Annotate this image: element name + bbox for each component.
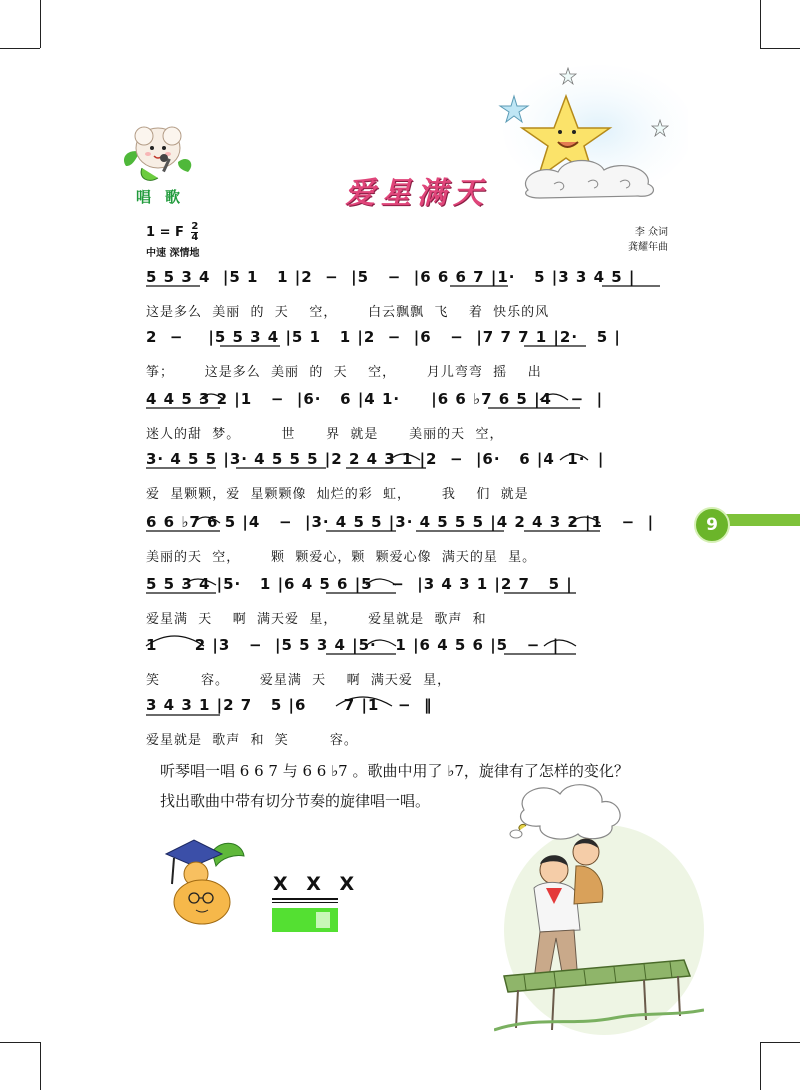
lyric-line: 爱星满 天 啊 满天爱 星， 爱星就是 歌声 和 [146,612,487,627]
composer: 龚耀年曲 [628,242,668,253]
lyric-line: 这是多么 美丽 的 天 空， 白云飘飘 飞 着 快乐的风 [146,305,550,320]
crop-mark [0,1042,40,1043]
lyric-line: 美丽的天 空， 颗 颗爱心，颗 颗爱心像 满天的星 星。 [146,550,537,565]
crop-mark [40,1042,41,1090]
page-number-tab [694,507,800,533]
rhythm-beam-second [272,902,338,903]
notation-line: 3· 4 5 5 |3· 4 5 5 5 |2 2 4 3 1 |2 − |6· 6 |4 1· | [146,450,605,468]
credits [628,225,668,255]
tempo-marking: 中速 深情地 [146,248,200,259]
key-prefix: 1 = F [146,225,184,240]
notation-line: 1 2 |3 − |5 5 3 4 |5· 1 |6 4 5 6 |5 − | [146,636,560,654]
rhythm-bar [272,908,338,932]
notation-line: 5 5 3 4 |5· 1 |6 4 5 6 |5 − |3 4 3 1 |2 7 5 | [146,575,573,593]
question-1: 听琴唱一唱 6 6 7 与 6 6 ♭7 。歌曲中用了 ♭7，旋律有了怎样的变化？ [160,762,629,780]
crop-mark [760,1042,761,1090]
crop-mark [0,48,40,49]
cotton-flower-microphone-icon [118,118,198,188]
meter-top: 2 [191,221,199,232]
time-signature [191,222,198,243]
beam-marks [140,260,690,730]
lyricist: 李 众词 [634,227,668,238]
key-signature [146,222,198,243]
section-label: 唱歌 [136,188,195,206]
rhythm-pattern: X X X [273,873,361,895]
gourd-graduate-icon [160,834,256,926]
lyric-line: 笑 容。 爱星满 天 啊 满天爱 星， [146,673,452,688]
question-2: 找出歌曲中带有切分节奏的旋律唱一唱。 [160,792,431,810]
notation-line: 3 4 3 1 |2 7 5 |6 7 |1 − ‖ [146,696,433,714]
smiling-star-cloud-icon [488,60,688,200]
boys-walking-bridge-icon [494,780,704,1040]
lyric-line: 爱 星颗颗，爱 星颗颗像 灿烂的彩 虹， 我 们 就是 [146,487,529,502]
notation-line: 2 − |5 5 3 4 |5 1 1 |2 − |6 − |7 7 7 1 |2· 5 | [146,328,621,346]
meter-bottom: 4 [191,232,199,243]
notation-line: 4 4 5 3 2 |1 − |6· 6 |4 1· |6 6 ♭7 6 5 |4 − | [146,390,604,408]
crop-mark [760,48,800,49]
page-number: 9 [694,507,730,543]
lyric-line: 迷人的甜 梦。 世 界 就是 美丽的天 空， [146,427,504,442]
crop-mark [40,0,41,48]
lyric-line: 爱星就是 歌声 和 笑 容。 [146,733,358,748]
notation-line: 6 6 ♭7 6 5 |4 − |3· 4 5 5 |3· 4 5 5 5 |4 2 4 3 2 |1 − | [146,513,655,531]
song-title: 爱星满天 [345,176,489,211]
rhythm-beam [272,898,338,900]
crop-mark [760,0,761,48]
notation-line: 5 5 3 4 |5 1 1 |2 − |5 − |6 6 6 7 |1· 5 |3 3 4 5 | [146,268,636,286]
lyric-line: 筝； 这是多么 美丽 的 天 空， 月儿弯弯 摇 出 [146,365,542,380]
crop-mark [760,1042,800,1043]
rhythm-bar-highlight [316,912,330,928]
